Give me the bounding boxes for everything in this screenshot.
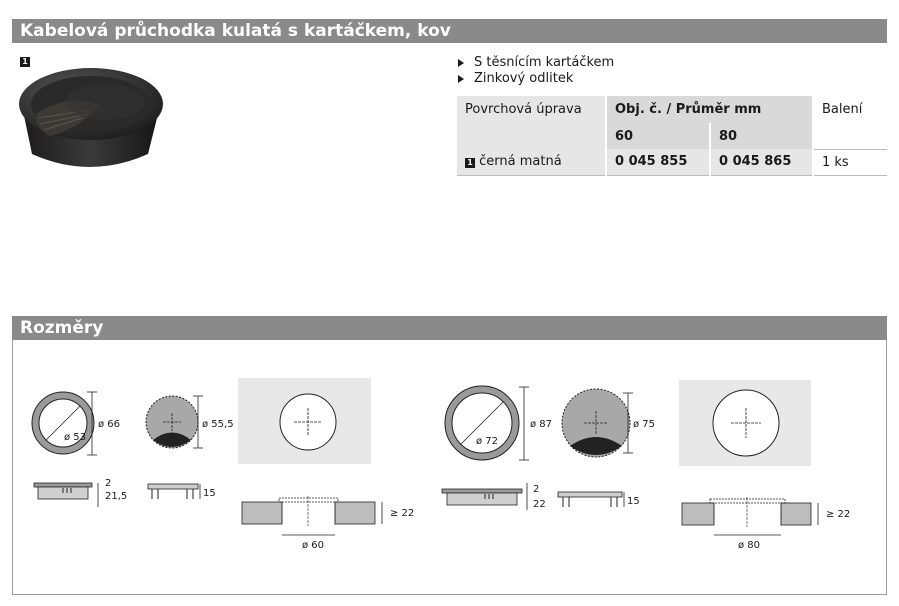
dim-cutout-80: ø 80 xyxy=(738,540,761,551)
table-cell-art-60: 0 045 855 xyxy=(606,149,710,175)
product-badge: 1 xyxy=(20,57,30,67)
finish-label: černá matná xyxy=(479,154,562,170)
feature-item: Zinkový odlitek xyxy=(458,71,614,87)
table-header-surface: Povrchová úprava xyxy=(457,96,606,123)
dim-h-top-60: 2 xyxy=(105,478,112,489)
dim-ring-outer-80: ø 87 xyxy=(530,419,553,430)
dim-h-insert-80: 15 xyxy=(627,496,640,507)
table-header-packing: Balení xyxy=(822,102,863,117)
table-header-size-60: 60 xyxy=(606,123,710,149)
table-header-artno: Obj. č. / Průměr mm xyxy=(606,96,813,123)
row-badge: 1 xyxy=(465,158,475,168)
dim-h-total-80: 22 xyxy=(533,499,546,510)
table-cell-packing: 1 ks xyxy=(813,149,887,175)
dim-cutout-60: ø 60 xyxy=(302,540,325,551)
dim-insert-80: ø 75 xyxy=(633,419,656,430)
dimensions-title: Rozměry xyxy=(20,318,104,338)
page-title: Kabelová průchodka kulatá s kartáčkem, kov xyxy=(20,21,451,41)
dim-h-top-80: 2 xyxy=(533,484,540,495)
table-cell-art-80: 0 045 865 xyxy=(710,149,813,175)
dim-desk-60: ≥ 22 xyxy=(390,508,415,519)
dim-ring-inner-60: ø 53 xyxy=(64,432,87,443)
dim-insert-60: ø 55,5 xyxy=(202,419,234,430)
dim-h-total-60: 21,5 xyxy=(105,491,128,502)
table-header-size-80: 80 xyxy=(710,123,813,149)
feature-item: S těsnícím kartáčkem xyxy=(458,55,614,71)
dim-desk-80: ≥ 22 xyxy=(826,509,851,520)
dim-ring-inner-80: ø 72 xyxy=(476,436,499,447)
dim-h-insert-60: 15 xyxy=(203,488,216,499)
dim-ring-outer-60: ø 66 xyxy=(98,419,121,430)
